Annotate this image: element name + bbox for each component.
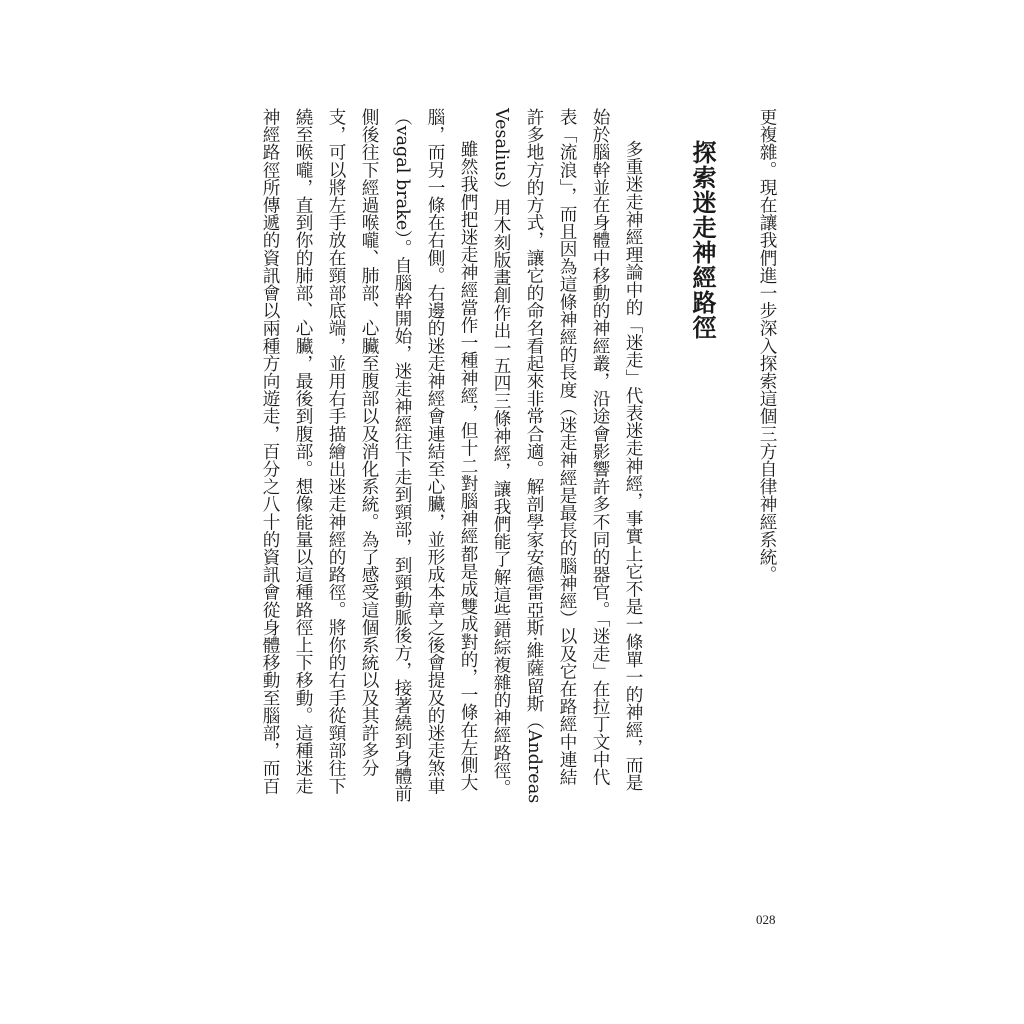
text-line-7: 雖然我們把迷走神經當作一種神經，但十二對腦神經都是成雙成對的，一條在左側大 — [458, 140, 478, 792]
text-line-6: Vesalius）用木刻版畫創作出一五四三條神經，讓我們能了解這些錯綜複雜的神經路徑。 — [491, 108, 511, 797]
text-line-11: 支，可以將左手放在頸部底端，並用右手描繪出迷走神經的路徑。將你的右手從頸部往下 — [326, 108, 346, 795]
text-line-9: （vagal brake）。自腦幹開始，迷走神經往下走到頸部，到頸動脈後方，接著繞到身體前 — [392, 108, 412, 803]
text-line-2: 多重迷走神經理論中的「迷走」代表迷走神經，事實上它不是一條單一的神經，而是 — [623, 140, 643, 792]
text-line-1: 更複雜。現在讓我們進一步深入探索這個三方自律神經系統。 — [757, 108, 777, 584]
text-line-10: 側後往下經過喉嚨、肺部、心臟至腹部以及消化系統。為了感受這個系統以及其許多分 — [359, 108, 379, 777]
text-line-5: 許多地方的方式，讓它的命名看起來非常合適。解剖學家安德雷亞斯‧維薩留斯（Andreas — [524, 108, 544, 804]
text-line-4: 表「流浪」，而且因為這條神經的長度（迷走神經是最長的腦神經）以及它在路經中連結 — [557, 108, 577, 786]
text-line-13: 神經路徑所傳遞的資訊會以兩種方向遊走，百分之八十的資訊會從身體移動至腦部，而百 — [260, 108, 280, 795]
text-line-3: 始於腦幹並在身體中移動的神經叢，沿途會影響許多不同的器官。「迷走」在拉丁文中代 — [590, 108, 610, 786]
section-heading: 探索迷走神經路徑 — [688, 140, 717, 340]
page-number: 028 — [756, 912, 776, 927]
text-line-8: 腦，而另一條在右側。右邊的迷走神經會連結至心臟，並形成本章之後會提及的迷走煞車 — [425, 108, 445, 795]
text-line-12: 繞至喉嚨，直到你的肺部、心臟，最後到腹部。想像能量以這種路徑上下移動。這種迷走 — [293, 108, 313, 795]
